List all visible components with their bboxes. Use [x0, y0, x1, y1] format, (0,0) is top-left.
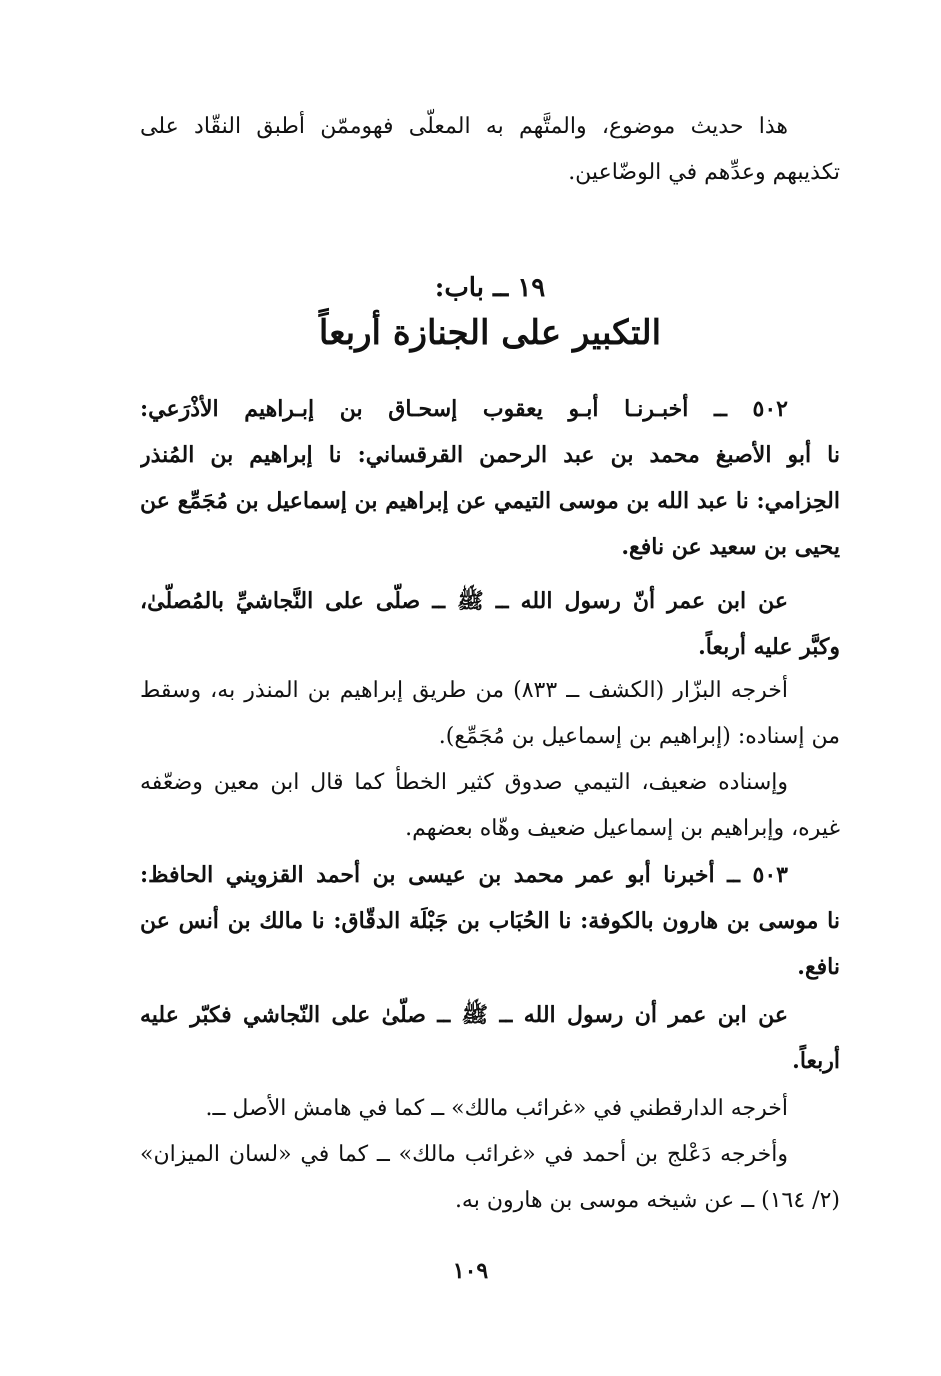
takhrij-line: أخرجه البزّار (الكشف ــ ٨٣٣) من طريق إبراهيم بن المنذر به، وسقط	[140, 678, 788, 703]
grading-line: غيره، وإبراهيم بن إسماعيل ضعيف وهّاه بعضهم.	[405, 816, 840, 841]
intro-line: تكذيبهم وعدِّهم في الوضّاعين.	[568, 160, 840, 185]
takhrij-line: (٢/ ١٦٤) ــ عن شيخه موسى بن هارون به.	[454, 1188, 840, 1213]
takhrij-line: أخرجه الدارقطني في «غرائب مالك» ــ كما في هامش الأصل ــ.	[205, 1096, 788, 1121]
hadith-503-isnad	[140, 852, 840, 990]
takhrij-line: وأخرجه دَعْلج بن أحمد في «غرائب مالك» ــ كما في «لسان الميزان»	[140, 1142, 788, 1167]
isnad-line: نافع.	[797, 954, 840, 980]
matn-line: وكبَّر عليه أربعاً.	[698, 634, 840, 660]
hadith-503-takhrij	[140, 1086, 840, 1224]
intro-paragraph	[140, 104, 840, 196]
isnad-line: يحيى بن سعيد عن نافع.	[621, 534, 840, 560]
hadith-502-isnad	[140, 386, 840, 570]
intro-line: هذا حديث موضوع، والمتَّهم به المعلّى فهوممّن أطبق النقّاد على	[140, 114, 788, 139]
grading-line: وإسناده ضعيف، التيمي صدوق كثير الخطأ كما قال ابن معين وضعّفه	[140, 770, 788, 795]
hadith-502-matn	[140, 578, 840, 670]
page-number: ١٠٩	[452, 1258, 489, 1284]
hadith-503-matn	[140, 992, 840, 1084]
hadith-502-grading	[140, 760, 840, 852]
isnad-line: ٥٠٢ ــ أخبـرنـا أبـو يعقوب إسحـاق بن إبـراهيم الأذْرَعي:	[140, 396, 788, 422]
matn-line: عن ابن عمر أن رسول الله ــ ﷺ ــ صلّىٰ على النّجاشي فكبّر عليه	[140, 1002, 788, 1028]
matn-line: عن ابن عمر أنّ رسول الله ــ ﷺ ــ صلّى على النَّجاشيِّ بالمُصلّىٰ،	[140, 588, 788, 614]
chapter-number: ١٩ ــ باب:	[434, 273, 546, 303]
chapter-title: التكبير على الجنازة أربعاً	[318, 313, 662, 353]
isnad-line: الحِزامي: نا عبد الله بن موسى التيمي عن إبراهيم بن إسماعيل بن مُجَمِّع عن	[140, 488, 840, 514]
hadith-502-takhrij	[140, 668, 840, 760]
isnad-line: نا أبو الأصبغ محمد بن عبد الرحمن القرقساني: نا إبراهيم بن المُنذر	[140, 442, 840, 468]
isnad-line: نا موسى بن هارون بالكوفة: نا الحُبَاب بن جَبْلَة الدقّاق: نا مالك بن أنس عن	[140, 908, 840, 934]
matn-line: أربعاً.	[792, 1048, 840, 1074]
isnad-line: ٥٠٣ ــ أخبرنا أبو عمر محمد بن عيسى بن أحمد القزويني الحافظ:	[140, 862, 788, 888]
takhrij-line: من إسناده: (إبراهيم بن إسماعيل بن مُجَمِّع).	[438, 724, 840, 749]
